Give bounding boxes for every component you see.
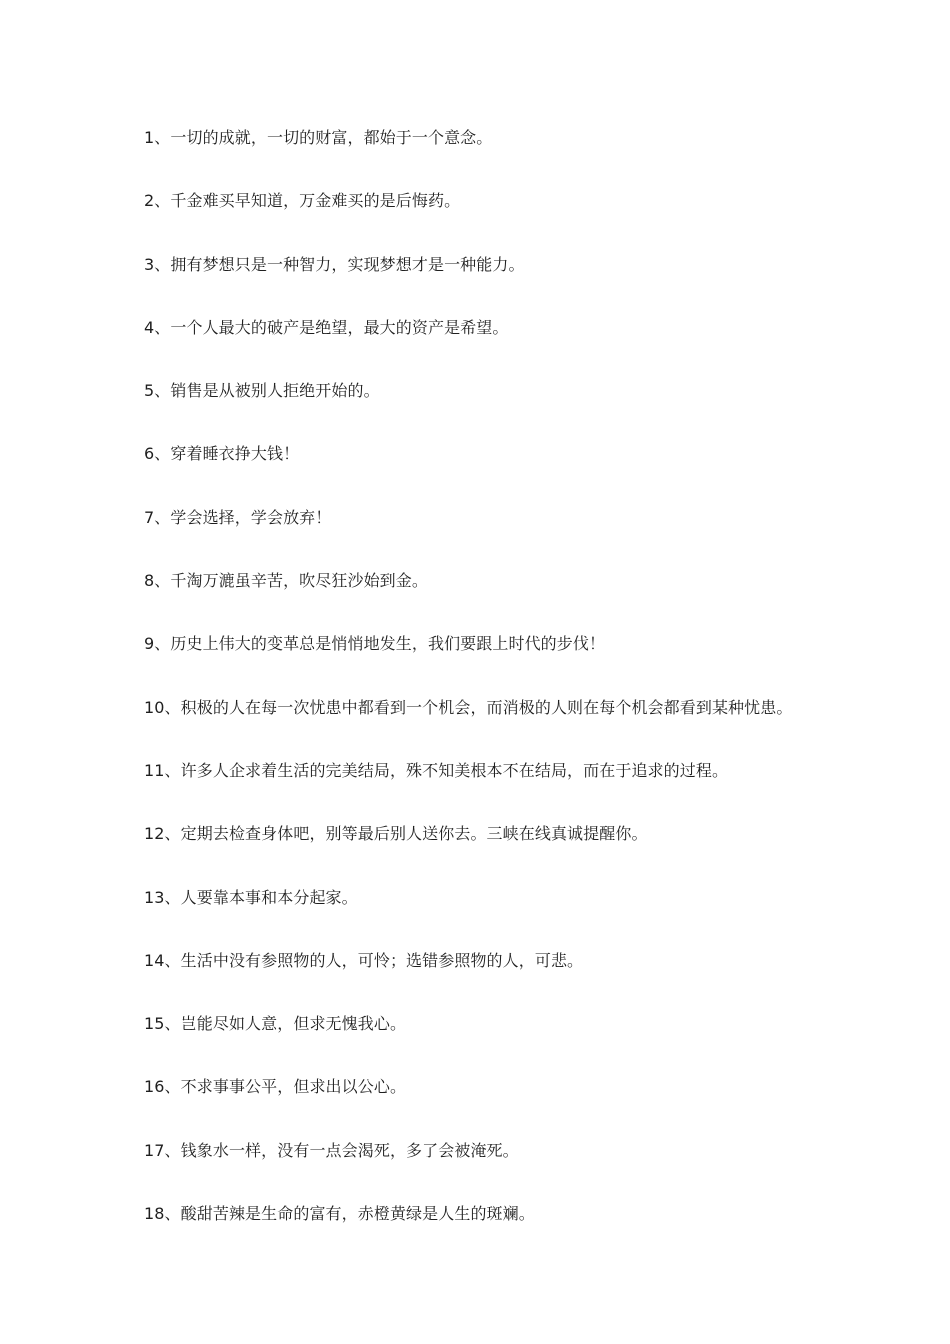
quote-item: 4、一个人最大的破产是绝望，最大的资产是希望。 bbox=[144, 317, 509, 337]
quote-item: 9、历史上伟大的变革总是悄悄地发生，我们要跟上时代的步伐！ bbox=[144, 634, 606, 654]
quote-item: 1、一切的成就，一切的财富，都始于一个意念。 bbox=[144, 128, 493, 147]
quote-item: 2、千金难买早知道，万金难买的是后悔药。 bbox=[144, 191, 461, 211]
quote-item: 12、定期去检查身体吧，别等最后别人送你去。三峡在线真诚提醒你。 bbox=[144, 824, 648, 844]
quote-item: 3、拥有梦想只是一种智力，实现梦想才是一种能力。 bbox=[144, 254, 525, 274]
quote-item: 14、生活中没有参照物的人，可怜；选错参照物的人，可悲。 bbox=[144, 950, 584, 970]
quote-item: 18、酸甜苦辣是生命的富有，赤橙黄绿是人生的斑斓。 bbox=[144, 1204, 535, 1224]
quote-item: 7、学会选择，学会放弃！ bbox=[144, 507, 332, 527]
quote-item: 17、钱象水一样，没有一点会渴死，多了会被淹死。 bbox=[144, 1140, 519, 1160]
quote-item: 10、积极的人在每一次忧患中都看到一个机会，而消极的人则在每个机会都看到某种忧患。 bbox=[144, 697, 793, 717]
quote-item: 15、岂能尽如人意，但求无愧我心。 bbox=[144, 1014, 407, 1034]
quote-item: 11、许多人企求着生活的完美结局，殊不知美根本不在结局，而在于追求的过程。 bbox=[144, 760, 729, 780]
quote-item: 5、销售是从被别人拒绝开始的。 bbox=[144, 381, 380, 401]
quote-item: 8、千淘万漉虽辛苦，吹尽狂沙始到金。 bbox=[144, 571, 428, 591]
quote-item: 6、穿着睡衣挣大钱！ bbox=[144, 444, 300, 464]
quote-list bbox=[144, 125, 924, 1264]
quote-item: 16、不求事事公平，但求出以公心。 bbox=[144, 1077, 407, 1097]
quote-item: 13、人要靠本事和本分起家。 bbox=[144, 887, 358, 907]
